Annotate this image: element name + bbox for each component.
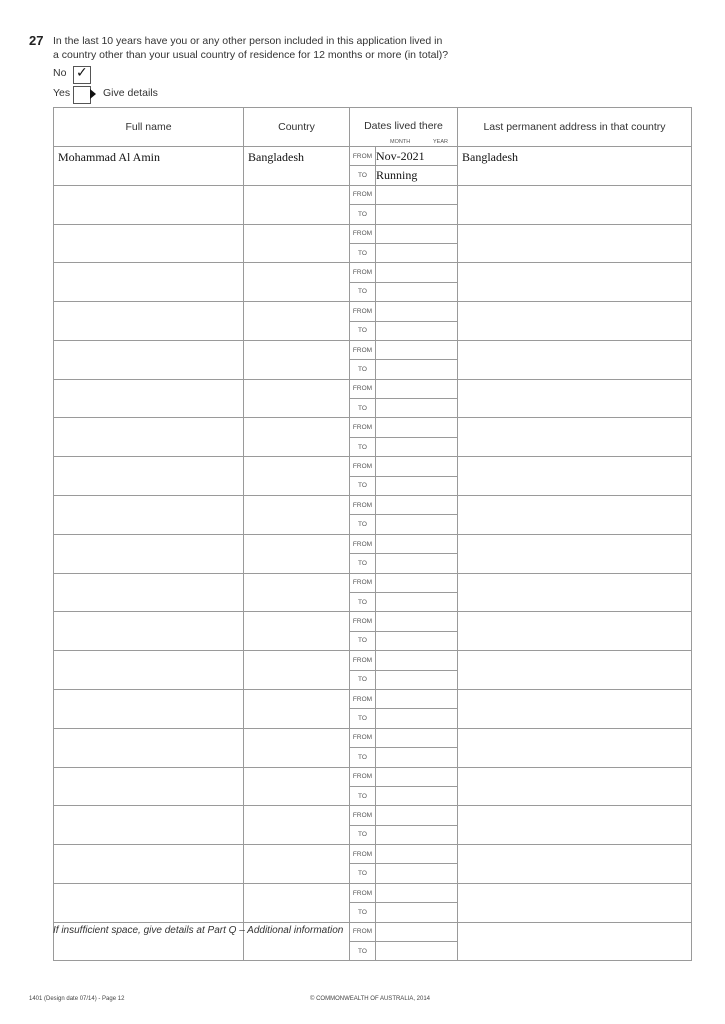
to-date-field[interactable] xyxy=(376,205,458,224)
arrow-right-icon xyxy=(90,89,96,99)
full-name-cell[interactable] xyxy=(54,379,244,418)
from-date-field[interactable] xyxy=(376,651,458,670)
table-row xyxy=(54,534,692,553)
to-label: TO xyxy=(350,592,376,611)
country-cell[interactable] xyxy=(244,651,350,690)
full-name-cell[interactable] xyxy=(54,302,244,341)
full-name-value xyxy=(54,651,243,654)
from-label: FROM xyxy=(350,418,376,437)
country-value xyxy=(244,845,349,848)
table-row xyxy=(54,379,692,398)
address-value xyxy=(458,341,691,344)
to-label: TO xyxy=(350,903,376,922)
from-date-field[interactable] xyxy=(376,573,458,592)
full-name-value: Mohammad Al Amin xyxy=(58,150,160,164)
from-label: FROM xyxy=(350,728,376,747)
full-name-value xyxy=(54,418,243,421)
to-date-field[interactable] xyxy=(376,282,458,301)
address-cell[interactable] xyxy=(458,806,692,845)
address-value xyxy=(458,690,691,693)
full-name-value xyxy=(54,729,243,732)
country-cell[interactable] xyxy=(244,612,350,651)
from-label: FROM xyxy=(350,806,376,825)
address-cell[interactable] xyxy=(458,728,692,767)
full-name-cell[interactable] xyxy=(54,185,244,224)
to-label: TO xyxy=(350,515,376,534)
country-cell[interactable] xyxy=(244,147,350,186)
from-label: FROM xyxy=(350,573,376,592)
table-row xyxy=(54,767,692,786)
full-name-value xyxy=(54,186,243,189)
from-date-field[interactable] xyxy=(376,302,458,321)
address-cell[interactable] xyxy=(458,224,692,263)
country-value: Bangladesh xyxy=(248,150,304,164)
to-date-field[interactable] xyxy=(376,243,458,262)
full-name-value xyxy=(54,302,243,305)
country-cell[interactable] xyxy=(244,728,350,767)
from-date-field[interactable] xyxy=(376,845,458,864)
table-row xyxy=(54,612,692,631)
address-cell[interactable] xyxy=(458,922,692,961)
table-row xyxy=(54,302,692,321)
full-name-value xyxy=(54,341,243,344)
from-label: FROM xyxy=(350,302,376,321)
full-name-cell[interactable] xyxy=(54,457,244,496)
address-value xyxy=(458,651,691,654)
country-value xyxy=(244,690,349,693)
from-date-field[interactable]: Nov-2021 xyxy=(376,147,458,166)
from-label: FROM xyxy=(350,185,376,204)
table-row xyxy=(54,340,692,359)
country-cell[interactable] xyxy=(244,224,350,263)
from-date-field[interactable] xyxy=(376,379,458,398)
country-value xyxy=(244,651,349,654)
country-cell[interactable] xyxy=(244,573,350,612)
from-label: FROM xyxy=(350,379,376,398)
full-name-cell[interactable] xyxy=(54,573,244,612)
address-cell[interactable] xyxy=(458,185,692,224)
to-label: TO xyxy=(350,205,376,224)
give-details-label: Give details xyxy=(103,87,158,99)
full-name-value xyxy=(54,574,243,577)
to-date-field[interactable] xyxy=(376,321,458,340)
address-cell[interactable] xyxy=(458,767,692,806)
to-date-field[interactable]: Running xyxy=(376,166,458,185)
country-value xyxy=(244,302,349,305)
to-date-field[interactable] xyxy=(376,942,458,961)
table-row xyxy=(54,147,692,166)
from-date-field[interactable] xyxy=(376,263,458,282)
from-date-field[interactable] xyxy=(376,457,458,476)
country-cell[interactable] xyxy=(244,418,350,457)
yes-label: Yes xyxy=(53,87,71,99)
table-row xyxy=(54,263,692,282)
to-label: TO xyxy=(350,282,376,301)
to-date-field[interactable] xyxy=(376,709,458,728)
footer-design-date: 1401 (Design date 07/14) - Page 12 xyxy=(29,996,125,1002)
address-cell[interactable] xyxy=(458,689,692,728)
address-cell[interactable] xyxy=(458,457,692,496)
from-date-field[interactable] xyxy=(376,418,458,437)
from-label: FROM xyxy=(350,340,376,359)
question-line-1: In the last 10 years have you or any other person included in this application lived in xyxy=(53,35,443,47)
country-value xyxy=(244,884,349,887)
to-label: TO xyxy=(350,631,376,650)
full-name-cell[interactable] xyxy=(54,147,244,186)
country-value xyxy=(244,263,349,266)
address-value xyxy=(458,186,691,189)
insufficient-space-note: If insufficient space, give details at Part Q – Additional information xyxy=(53,925,344,936)
from-label: FROM xyxy=(350,883,376,902)
full-name-cell[interactable] xyxy=(54,496,244,535)
country-value xyxy=(244,457,349,460)
country-cell[interactable] xyxy=(244,340,350,379)
address-cell[interactable] xyxy=(458,534,692,573)
from-date-field[interactable] xyxy=(376,534,458,553)
table-row xyxy=(54,806,692,825)
check-mark-icon: ✓ xyxy=(76,65,88,81)
full-name-value xyxy=(54,884,243,887)
address-cell[interactable] xyxy=(458,883,692,922)
table-row xyxy=(54,418,692,437)
full-name-cell[interactable] xyxy=(54,224,244,263)
address-value xyxy=(458,845,691,848)
from-label: FROM xyxy=(350,767,376,786)
address-value xyxy=(458,729,691,732)
full-name-cell[interactable] xyxy=(54,418,244,457)
from-label: FROM xyxy=(350,922,376,941)
from-label: FROM xyxy=(350,651,376,670)
country-cell[interactable] xyxy=(244,767,350,806)
from-date-field[interactable] xyxy=(376,922,458,941)
table-row xyxy=(54,573,692,592)
header-year: YEAR xyxy=(433,139,448,145)
to-label: TO xyxy=(350,476,376,495)
full-name-cell[interactable] xyxy=(54,767,244,806)
to-label: TO xyxy=(350,399,376,418)
address-value xyxy=(458,418,691,421)
to-date-field[interactable] xyxy=(376,903,458,922)
address-cell[interactable] xyxy=(458,147,692,186)
to-date-field[interactable] xyxy=(376,437,458,456)
to-label: TO xyxy=(350,554,376,573)
from-label: FROM xyxy=(350,147,376,166)
full-name-cell[interactable] xyxy=(54,651,244,690)
from-date-field[interactable] xyxy=(376,496,458,515)
address-cell[interactable] xyxy=(458,651,692,690)
address-value xyxy=(458,806,691,809)
question-text xyxy=(53,34,448,62)
address-cell[interactable] xyxy=(458,379,692,418)
from-label: FROM xyxy=(350,457,376,476)
address-cell[interactable] xyxy=(458,573,692,612)
address-cell[interactable] xyxy=(458,263,692,302)
to-label: TO xyxy=(350,360,376,379)
address-value xyxy=(458,302,691,305)
to-label: TO xyxy=(350,942,376,961)
to-date-field[interactable] xyxy=(376,399,458,418)
country-value xyxy=(244,496,349,499)
country-cell[interactable] xyxy=(244,806,350,845)
country-value xyxy=(244,186,349,189)
full-name-cell[interactable] xyxy=(54,263,244,302)
address-value xyxy=(458,612,691,615)
residence-table xyxy=(53,107,692,961)
from-date-field[interactable] xyxy=(376,340,458,359)
to-label: TO xyxy=(350,864,376,883)
table-row xyxy=(54,728,692,747)
country-cell[interactable] xyxy=(244,689,350,728)
country-value xyxy=(244,612,349,615)
full-name-value xyxy=(54,806,243,809)
yes-checkbox[interactable] xyxy=(73,86,91,104)
header-dates xyxy=(350,108,458,147)
to-date-field[interactable] xyxy=(376,515,458,534)
address-value xyxy=(458,884,691,887)
from-date-field[interactable] xyxy=(376,185,458,204)
from-date-field[interactable] xyxy=(376,728,458,747)
country-cell[interactable] xyxy=(244,845,350,884)
table-row xyxy=(54,457,692,476)
address-cell[interactable] xyxy=(458,612,692,651)
country-cell[interactable] xyxy=(244,496,350,535)
to-label: TO xyxy=(350,321,376,340)
address-cell[interactable] xyxy=(458,845,692,884)
to-date-field[interactable] xyxy=(376,592,458,611)
from-label: FROM xyxy=(350,224,376,243)
country-cell[interactable] xyxy=(244,534,350,573)
header-country: Country xyxy=(244,108,350,147)
to-date-field[interactable] xyxy=(376,631,458,650)
table-row xyxy=(54,845,692,864)
table-row xyxy=(54,496,692,515)
full-name-cell[interactable] xyxy=(54,883,244,922)
address-value xyxy=(458,380,691,383)
address-value: Bangladesh xyxy=(462,150,518,164)
full-name-cell[interactable] xyxy=(54,534,244,573)
table-row xyxy=(54,689,692,708)
full-name-value xyxy=(54,225,243,228)
address-value xyxy=(458,496,691,499)
to-label: TO xyxy=(350,825,376,844)
table-row xyxy=(54,651,692,670)
country-value xyxy=(244,768,349,771)
header-address: Last permanent address in that country xyxy=(458,108,692,147)
country-cell[interactable] xyxy=(244,379,350,418)
country-value xyxy=(244,535,349,538)
country-cell[interactable] xyxy=(244,457,350,496)
address-value xyxy=(458,225,691,228)
table-row xyxy=(54,185,692,204)
full-name-value xyxy=(54,457,243,460)
to-date-field[interactable] xyxy=(376,554,458,573)
address-cell[interactable] xyxy=(458,302,692,341)
from-date-field[interactable] xyxy=(376,689,458,708)
country-value xyxy=(244,225,349,228)
country-cell[interactable] xyxy=(244,263,350,302)
address-value xyxy=(458,263,691,266)
address-cell[interactable] xyxy=(458,340,692,379)
from-date-field[interactable] xyxy=(376,767,458,786)
from-label: FROM xyxy=(350,612,376,631)
full-name-cell[interactable] xyxy=(54,612,244,651)
full-name-cell[interactable] xyxy=(54,806,244,845)
table-header-row xyxy=(54,108,692,147)
from-date-field[interactable] xyxy=(376,224,458,243)
to-date-field[interactable] xyxy=(376,748,458,767)
country-cell[interactable] xyxy=(244,883,350,922)
to-label: TO xyxy=(350,748,376,767)
table-row xyxy=(54,883,692,902)
to-date-field[interactable] xyxy=(376,864,458,883)
country-value xyxy=(244,418,349,421)
footer-copyright: © COMMONWEALTH OF AUSTRALIA, 2014 xyxy=(310,996,430,1002)
full-name-cell[interactable] xyxy=(54,728,244,767)
country-value xyxy=(244,380,349,383)
address-cell[interactable] xyxy=(458,496,692,535)
address-value xyxy=(458,768,691,771)
to-date-field[interactable] xyxy=(376,360,458,379)
question-line-2: a country other than your usual country of residence for 12 months or more (in total)? xyxy=(53,49,449,61)
from-label: FROM xyxy=(350,845,376,864)
country-cell[interactable] xyxy=(244,302,350,341)
full-name-cell[interactable] xyxy=(54,845,244,884)
to-date-field[interactable] xyxy=(376,825,458,844)
to-label: TO xyxy=(350,166,376,185)
country-cell[interactable] xyxy=(244,185,350,224)
address-cell[interactable] xyxy=(458,418,692,457)
country-value xyxy=(244,806,349,809)
no-checkbox[interactable] xyxy=(73,66,91,84)
from-label: FROM xyxy=(350,496,376,515)
to-label: TO xyxy=(350,670,376,689)
address-value xyxy=(458,574,691,577)
full-name-value xyxy=(54,768,243,771)
address-value xyxy=(458,923,691,926)
to-label: TO xyxy=(350,786,376,805)
full-name-value xyxy=(54,263,243,266)
full-name-cell[interactable] xyxy=(54,689,244,728)
full-name-value xyxy=(54,380,243,383)
from-date-field[interactable] xyxy=(376,806,458,825)
full-name-value xyxy=(54,535,243,538)
header-dates-label: Dates lived there xyxy=(364,120,443,132)
address-value xyxy=(458,535,691,538)
to-date-field[interactable] xyxy=(376,786,458,805)
country-value xyxy=(244,574,349,577)
table-row xyxy=(54,224,692,243)
question-number: 27 xyxy=(29,33,44,48)
full-name-value xyxy=(54,690,243,693)
country-value xyxy=(244,341,349,344)
from-date-field[interactable] xyxy=(376,612,458,631)
address-value xyxy=(458,457,691,460)
to-label: TO xyxy=(350,709,376,728)
from-date-field[interactable] xyxy=(376,883,458,902)
country-value xyxy=(244,729,349,732)
full-name-value xyxy=(54,612,243,615)
full-name-cell[interactable] xyxy=(54,340,244,379)
from-label: FROM xyxy=(350,263,376,282)
full-name-value xyxy=(54,845,243,848)
no-label: No xyxy=(53,67,67,79)
to-date-field[interactable] xyxy=(376,670,458,689)
header-month: MONTH xyxy=(390,139,411,145)
to-label: TO xyxy=(350,243,376,262)
from-label: FROM xyxy=(350,534,376,553)
header-full-name: Full name xyxy=(54,108,244,147)
to-date-field[interactable] xyxy=(376,476,458,495)
to-label: TO xyxy=(350,437,376,456)
from-label: FROM xyxy=(350,689,376,708)
full-name-value xyxy=(54,496,243,499)
